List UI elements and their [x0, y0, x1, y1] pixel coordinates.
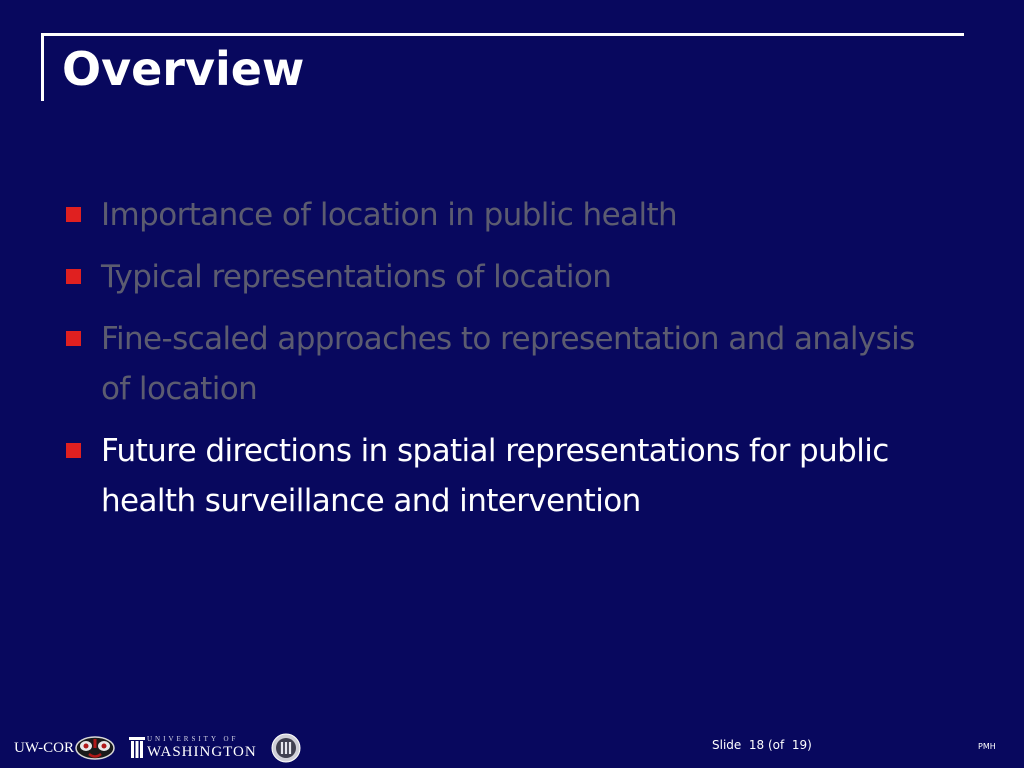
- footer-logos: [14, 733, 301, 763]
- title-frame-top-rule: [42, 33, 964, 36]
- bullet-square-icon: [66, 207, 81, 222]
- uw-pillar-icon: [129, 735, 145, 761]
- university-of-washington-logo: [129, 735, 257, 761]
- org-label: UW-COR: [14, 739, 74, 756]
- bullet-list: [64, 190, 924, 538]
- bullet-square-icon: [66, 331, 81, 346]
- bullet-text: Importance of location in public health: [101, 197, 678, 233]
- bullet-text: Fine-scaled approaches to representation and analysis of location: [101, 321, 915, 407]
- bullet-text: Typical representations of location: [101, 259, 612, 295]
- uw-cor-mask-logo-icon: [75, 735, 115, 761]
- uw-small-text: UNIVERSITY OF: [147, 735, 239, 743]
- bullet-square-icon: [66, 443, 81, 458]
- uw-name-text: WASHINGTON: [147, 744, 257, 760]
- slide-title: Overview: [62, 42, 305, 96]
- bullet-item: [64, 190, 924, 240]
- bullet-item: [64, 252, 924, 302]
- author-initials: PMH: [978, 742, 996, 751]
- bullet-square-icon: [66, 269, 81, 284]
- slide-number: Slide 18 (of 19): [712, 738, 812, 752]
- bullet-item-current: [64, 426, 924, 526]
- bullet-item: [64, 314, 924, 414]
- seal-logo-icon: [271, 733, 301, 763]
- title-frame-left-rule: [41, 33, 44, 101]
- bullet-text: Future directions in spatial representations for public health surveillance and intervention: [101, 433, 889, 519]
